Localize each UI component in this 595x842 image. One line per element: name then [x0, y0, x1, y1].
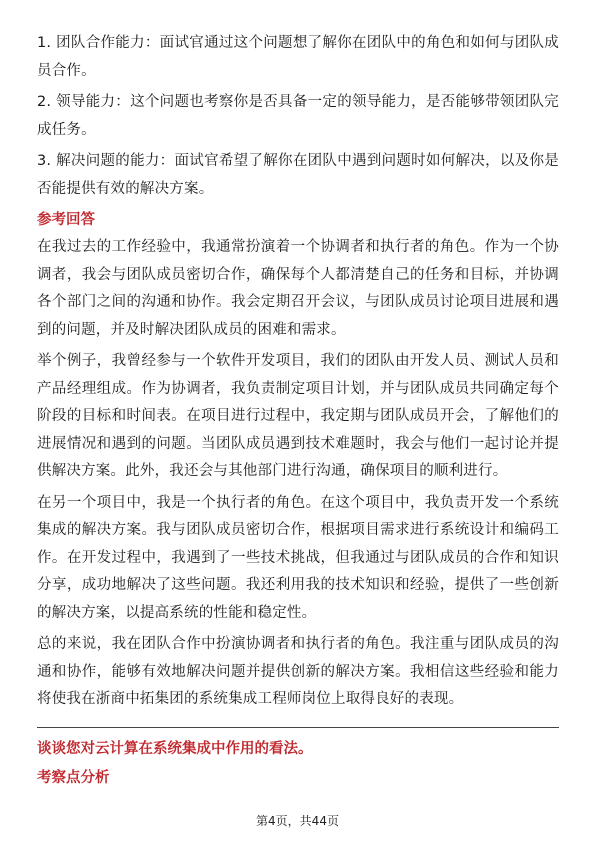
intro-point-1: 1. 团队合作能力：面试官通过这个问题想了解你在团队中的角色和如何与团队成员合作。	[37, 35, 559, 79]
answer-paragraph-4: 总的来说，我在团队合作中扮演协调者和执行者的角色。我注重与团队成员的沟通和协作，能够有效地解决问题并提供创新的解决方案。我相信这些经验和能力将使我在浙商中拓集团的系统集成工程师岗位上取得良好的表现。	[37, 636, 559, 707]
intro-point-2: 2. 领导能力：这个问题也考察你是否具备一定的领导能力，是否能够带领团队完成任务。	[37, 94, 559, 138]
page-footer: 第4页，共44页	[256, 814, 339, 828]
answer-paragraph-3: 在另一个项目中，我是一个执行者的角色。在这个项目中，我负责开发一个系统集成的解决方案。我与团队成员密切合作，根据项目需求进行系统设计和编码工作。在开发过程中，我遇到了一些技术挑战，但我通过与团队成员的合作和知识分享，成功地解决了这些问题。我还利用我的技术知识和经验，提供了一些创新的解决方案，以提高系统的性能和稳定性。	[37, 494, 559, 621]
intro-point-3: 3. 解决问题的能力：面试官希望了解你在团队中遇到问题时如何解决，以及你是否能提供有效的解决方案。	[37, 153, 559, 197]
answer-paragraph-1: 在我过去的工作经验中，我通常扮演着一个协调者和执行者的角色。作为一个协调者，我会与团队成员密切合作，确保每个人都清楚自己的任务和目标，并协调各个部门之间的沟通和协作。我会定期召开会议，与团队成员讨论项目进展和遇到的问题，并及时解决团队成员的困难和需求。	[37, 239, 559, 338]
answer-paragraph-2: 举个例子，我曾经参与一个软件开发项目，我们的团队由开发人员、测试人员和产品经理组成。作为协调者，我负责制定项目计划，并与团队成员共同确定每个阶段的目标和时间表。在项目进行过程中，我定期与团队成员开会，了解他们的进展情况和遇到的问题。当团队成员遇到技术难题时，我会与他们一起讨论并提供解决方案。此外，我还会与其他部门进行沟通，确保项目的顺利进行。	[37, 353, 559, 479]
section-divider	[37, 727, 559, 728]
page-content	[37, 30, 559, 792]
analysis-heading: 考察点分析	[37, 769, 110, 786]
next-question-heading: 谈谈您对云计算在系统集成中作用的看法。	[37, 740, 313, 757]
answer-heading: 参考回答	[37, 212, 95, 228]
